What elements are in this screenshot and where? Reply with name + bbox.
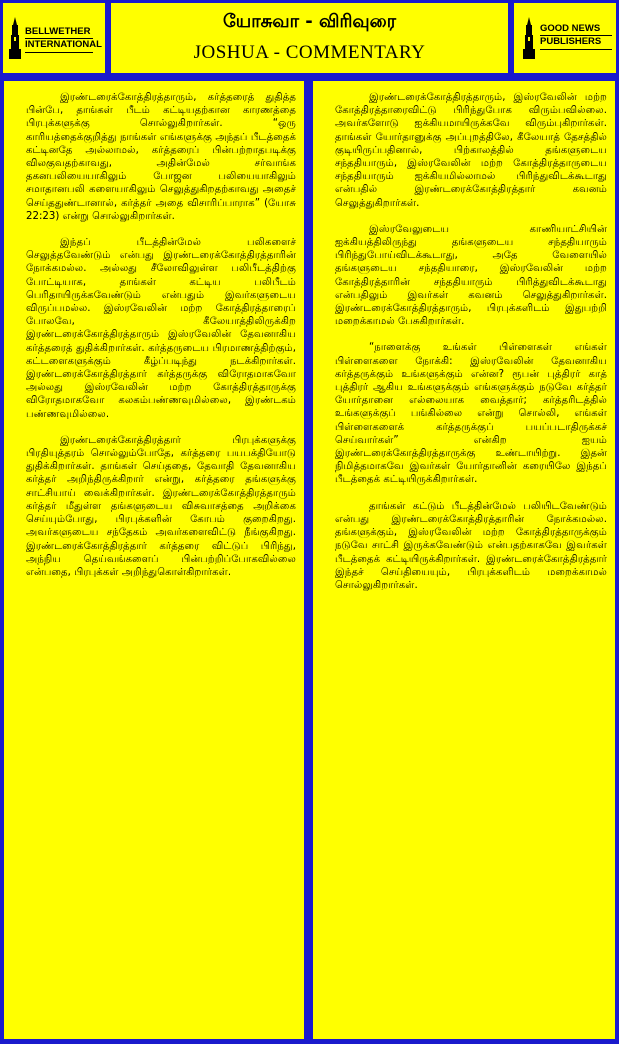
paragraph: “நாளைக்கு உங்கள் பிள்ளைகள் எங்கள் பிள்ளைகளை நோக்கி: இஸ்ரவேலின் தேவனாகிய கர்த்தருக்கும் உங்களுக்கும் என்ன? ரூபன் புத்திரர் காத் புத்திரர் ஆகிய உங்களுக்கும் எங்களுக்கும் நடுவே கர்த்தர் யோர்தானை எல்லையாக வைத்தார்; கர்த்தரிடத்தில் உங்களுக்குப் பங்கில்லை என்று சொல்லி, எங்கள் பிள்ளைகளைக் கர்த்தருக்குப் பயப்படாதிருக்கச் செய்வார்கள்” என்கிற ஐயம் இரண்டரைக்கோத்திரத்தாருக்கு உண்டாயிற்று. இதன் நிமித்தமாகவே இவர்கள் யோர்தானின் கரையிலே இந்தப் பீடத்தைக் கட்டியிருக்கிறார்கள். — [335, 342, 607, 486]
good-news-logo-line-2: PUBLISHERS — [540, 36, 602, 47]
title-block — [110, 2, 509, 74]
good-news-logo-line-1: GOOD NEWS — [540, 23, 601, 34]
paragraph: தாங்கள் கட்டும் பீடத்தின்மேல் பலியிடவேண்டும் என்பது இரண்டரைக்கோத்திரத்தாரின் நோக்கமல்ல. தங்களுக்கும், இஸ்ரவேலின் மற்ற கோத்திரத்தாருக்கும் நடுவே சாட்சி இருக்கவேண்டும் என்பதற்காகவே இவர்கள் பீடத்தைக் கட்டியிருக்கிறார்கள். இரண்டரைக்கோத்திரத்தார் இந்தச் செய்தியையும், பிரபுக்களிடம் மறைக்காமல் சொல்லுகிறார்கள். — [335, 500, 607, 591]
bellwether-logo-line-2: INTERNATIONAL — [25, 39, 102, 50]
paragraph: இரண்டரைக்கோத்திரத்தார் பிரபுக்களுக்கு பிரதியுத்தரம் சொல்லும்போதே, கர்த்தரை பயபக்தியோடு துதிக்கிறார்கள். தாங்கள் செய்ததை, தேவாதி தேவனாகிய கர்த்தர் அறிந்திருக்கிறார் என்று, கர்த்தரை தங்களுக்கு சாட்சியாய் வைக்கிறார்கள். இரண்டரைக்கோத்திரத்தாரும் கர்த்தர் மீதுள்ள தங்களுடைய விசுவாசத்தை அறிக்கை செய்யும்போது, பிரபுக்களின் கோபம் குறைகிறது. அவர்களுடைய சந்தேகம் அவர்களைவிட்டு நீங்குகிறது. இரண்டரைக்கோத்திரத்தார் கர்த்தரை விட்டுப் பிரிந்து, அந்நிய தெய்வங்களைப் பின்பற்றிப்போகவில்லை என்பதை, பிரபுக்கள் அறிந்துகொள்கிறார்கள். — [26, 434, 296, 578]
paragraph: இந்தப் பீடத்தின்மேல் பலிகளைச் செலுத்தவேண்டும் என்பது இரண்டரைக்கோத்திரத்தாரின் நோக்கமல்ல. அல்லது சீலோவிலுள்ள பலிபீடத்திற்கு போட்டியாக, தாங்கள் கட்டிய பலிபீடம் பெரிதாயிருக்கவேண்டும் என்பதும் இவர்களுடைய விருப்பமல்ல. இஸ்ரவேலின் மற்ற கோத்திரத்தாரைப் போலவே, கீலேயாத்திலிருக்கிற இரண்டரைக்கோத்திரத்தாரும் இஸ்ரவேலின் தேவனாகிய கர்த்தரைத் துதிக்கிறார்கள். கர்த்தருடைய பிரமாணத்திற்கும், கட்டளைகளுக்கும் கீழ்ப்படிந்து நடக்கிறார்கள். இரண்டரைக்கோத்திரத்தார் கர்த்தருக்கு விரோதமாகவோ அல்லது இஸ்ரவேலின் மற்ற கோத்திரத்தாருக்கு விரோதமாகவோ கலகம்பண்ணவுமில்லை, இரண்டகம் பண்ணவுமில்லை. — [26, 237, 296, 420]
bell-tower-icon — [520, 17, 538, 61]
title-tamil: யோசுவா - விரிவுரை — [223, 11, 396, 32]
left-column — [3, 80, 305, 1040]
right-column — [312, 80, 616, 1040]
header — [2, 2, 617, 76]
title-english: JOSHUA - COMMENTARY — [193, 42, 426, 63]
paragraph: இரண்டரைக்கோத்திரத்தாரும், கர்த்தரைத் துதித்த பின்பே, தாங்கள் பீடம் கட்டியதற்கான காரணத்தை பிரபுக்களுக்கு சொல்லுகிறார்கள். “ஒரு காரியத்தைக்குறித்து நாங்கள் எங்களுக்கு அந்தப் பீடத்தைக் கட்டினதே அல்லாமல், கர்த்தரைப் பின்பற்றாதபடிக்கு விலகுவதற்காவது, அதின்மேல் சர்வாங்க தகனபலியையாகிலும் போஜன பலியையாகிலும் சமாதானபலி களையாகிலும் செலுத்துகிறதற்காவது அதைச் செய்ததுண்டானால், கர்த்தர் அதை விசாரிப்பாராக” (யோசு 22:23) என்று சொல்லுகிறார்கள். — [26, 92, 296, 222]
bellwether-logo-line-1: BELLWETHER — [25, 26, 91, 37]
paragraph: இஸ்ரவேலுடைய காணியாட்சியின் ஐக்கியத்திலிருந்து தங்களுடைய சந்ததியாரும் பிரிந்துபோய்விடக்கூடாது, அதே வேளையில் தங்களுடைய சந்ததியாரை, இஸ்ரவேலின் மற்ற கோத்திரத்தாரின் சந்ததியாரும் பிரித்துவிடக்கூடாது என்பதிலும் இவர்கள் கவனம் செலுத்துகிறார்கள். இரண்டரைக்கோத்திரத்தாரும், பிரபுக்களிடம் இதுபற்றி மறைக்காமல் பேசுகிறார்கள். — [335, 223, 607, 328]
good-news-logo — [513, 2, 617, 74]
bellwether-logo — [2, 2, 106, 74]
paragraph: இரண்டரைக்கோத்திரத்தாரும், இஸ்ரவேலின் மற்ற கோத்திரத்தாரைவிட்டு பிரிந்துபோக விரும்பவில்லை. அவர்களோடு ஐக்கியமாயிருக்கவே விரும்புகிறார்கள். தாங்கள் யோர்தானுக்கு அப்புறத்திலே, கீலேயாத் தேசத்தில் குடியிருப்பதினால், பிற்காலத்தில் தங்களுடைய சந்ததியாரும், இஸ்ரவேலின் மற்ற கோத்திரத்தாருடைய சந்ததியாரும் ஐக்கியமில்லாமல் பிரிந்துவிடக்கூடாது என்பதில் இரண்டரைக்கோத்திரத்தார் கவனம் செலுத்துகிறார்கள். — [335, 92, 607, 209]
bell-tower-icon — [7, 17, 23, 61]
